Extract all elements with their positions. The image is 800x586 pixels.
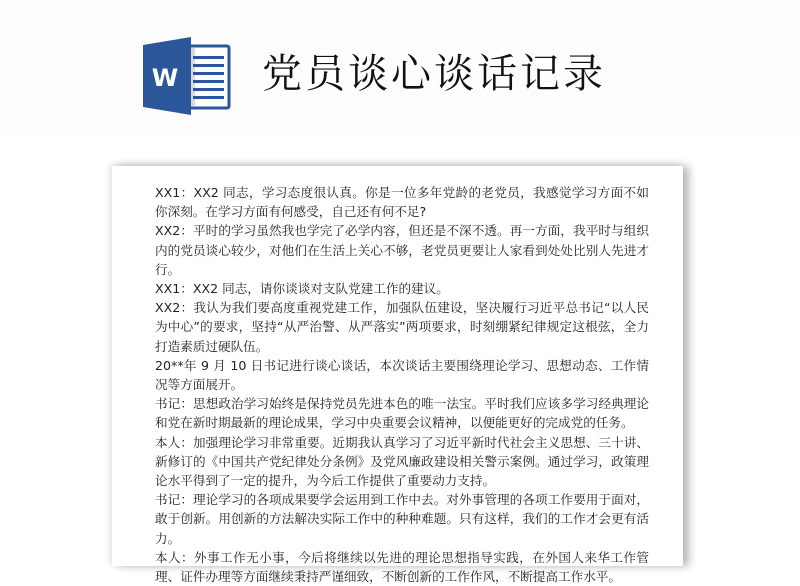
paragraph: XX1：XX2 同志，请你谈谈对支队党建工作的建议。 bbox=[155, 281, 449, 297]
paragraph: 书记：思想政治学习始终是保持党员先进本色的唯一法宝。平时我们应该多学习经典理论和党在新时期最新的理论成果，学习中央重要会议精神，以便能更好的完成党的任务。 bbox=[155, 396, 649, 431]
paragraph: XX2：平时的学习虽然我也学完了必学内容，但还是不深不透。再一方面，我平时与组织内的党员谈心较少，对他们在生活上关心不够，老党员更要让人家看到处处比别人先进才行。 bbox=[155, 223, 649, 277]
paragraph: 20**年 9 月 10 日书记进行谈心谈话，本次谈话主要围绕理论学习、思想动态、工作情况等方面展开。 bbox=[155, 357, 649, 393]
paragraph: 本人：加强理论学习非常重要。近期我认真学习了习近平新时代社会主义思想、三十讲、新修订的《中国共产党纪律处分条例》及党风廉政建设相关警示案例。通过学习，政策理论水平得到了一定的提升，为今后工作提供了重要动力支持。 bbox=[155, 434, 649, 489]
document-title: 党员谈心谈话记录 bbox=[262, 51, 606, 97]
svg-text:W: W bbox=[151, 64, 179, 92]
paragraph: XX2：我认为我们要高度重视党建工作，加强队伍建设，坚决履行习近平总书记“以人民为中心”的要求，坚持“从严治警、从严落实”两项要求，时刻绷紧纪律规定这根弦，全力打造素质过硬队伍。 bbox=[155, 300, 649, 354]
word-document-icon bbox=[143, 37, 232, 115]
paragraph: 本人：外事工作无小事，今后将继续以先进的理论思想指导实践，在外国人来华工作管理、证件办理等方面继续秉持严谨细致，不断创新的工作作风，不断提高工作水平。 bbox=[155, 549, 649, 585]
paragraph: 书记：理论学习的各项成果要学会运用到工作中去。对外事管理的各项工作要用于面对，敢于创新。用创新的方法解决实际工作中的种种难题。只有这样，我们的工作才会更有活力。 bbox=[155, 492, 649, 546]
paragraph: XX1：XX2 同志，学习态度很认真。你是一位多年党龄的老党员，我感觉学习方面不如你深刻。在学习方面有何感受，自己还有何不足? bbox=[155, 185, 649, 220]
document-page bbox=[112, 166, 683, 585]
